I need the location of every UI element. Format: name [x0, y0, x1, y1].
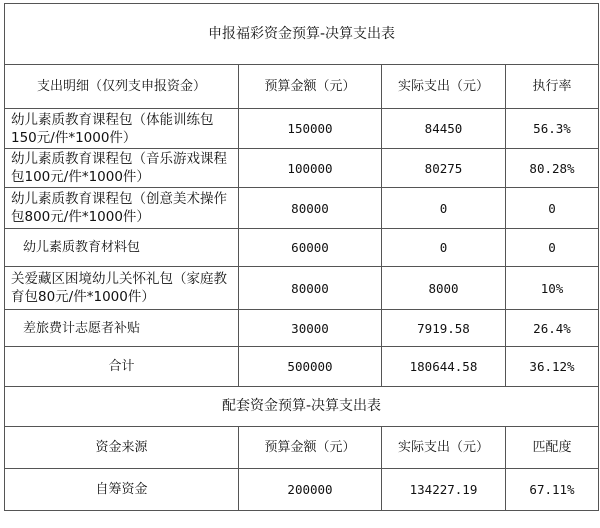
expense-item: 关爱藏区困境幼儿关怀礼包（家庭教育包80元/件*1000件）: [5, 267, 239, 310]
fund-source: 自筹资金: [5, 469, 239, 511]
execution-rate: 0: [506, 229, 599, 267]
total-rate: 36.12%: [506, 347, 599, 387]
expense-item: 幼儿素质教育材料包: [5, 229, 239, 267]
table-row: [5, 310, 599, 347]
lottery-fund-table-title: 申报福彩资金预算-决算支出表: [5, 4, 599, 65]
header-fund-source: 资金来源: [5, 427, 239, 469]
matching-fund-table-title: 配套资金预算-决算支出表: [5, 387, 599, 427]
header-actual-expense-2: 实际支出（元）: [382, 427, 506, 469]
execution-rate: 0: [506, 188, 599, 229]
table-row: [5, 229, 599, 267]
budget-amount: 150000: [239, 109, 382, 149]
match-rate: 67.11%: [506, 469, 599, 511]
header-execution-rate: 执行率: [506, 65, 599, 109]
actual-expense: 8000: [382, 267, 506, 310]
header-budget-amount-2: 预算金额（元）: [239, 427, 382, 469]
budget-amount: 100000: [239, 149, 382, 188]
expense-item: 幼儿素质教育课程包（音乐游戏课程包100元/件*1000件）: [5, 149, 239, 188]
table-row: [5, 109, 599, 149]
fund-report-table: [4, 3, 599, 511]
total-budget: 500000: [239, 347, 382, 387]
budget-amount: 30000: [239, 310, 382, 347]
budget-amount: 80000: [239, 267, 382, 310]
budget-amount: 60000: [239, 229, 382, 267]
actual-expense: 0: [382, 229, 506, 267]
total-actual: 180644.58: [382, 347, 506, 387]
actual-expense: 7919.58: [382, 310, 506, 347]
table-row: [5, 149, 599, 188]
execution-rate: 80.28%: [506, 149, 599, 188]
table-row: [5, 267, 599, 310]
budget-amount: 80000: [239, 188, 382, 229]
actual-expense: 0: [382, 188, 506, 229]
actual-expense: 84450: [382, 109, 506, 149]
expense-item: 差旅费计志愿者补贴: [5, 310, 239, 347]
execution-rate: 10%: [506, 267, 599, 310]
budget-amount: 200000: [239, 469, 382, 511]
execution-rate: 56.3%: [506, 109, 599, 149]
header-budget-amount: 预算金额（元）: [239, 65, 382, 109]
table-row: [5, 188, 599, 229]
table-row: [5, 469, 599, 511]
actual-expense: 134227.19: [382, 469, 506, 511]
total-label: 合计: [5, 347, 239, 387]
actual-expense: 80275: [382, 149, 506, 188]
expense-item: 幼儿素质教育课程包（体能训练包150元/件*1000件）: [5, 109, 239, 149]
header-actual-expense: 实际支出（元）: [382, 65, 506, 109]
expense-item: 幼儿素质教育课程包（创意美术操作包800元/件*1000件）: [5, 188, 239, 229]
total-row: [5, 347, 599, 387]
execution-rate: 26.4%: [506, 310, 599, 347]
header-match-rate: 匹配度: [506, 427, 599, 469]
header-expense-detail: 支出明细（仅列支申报资金）: [5, 65, 239, 109]
